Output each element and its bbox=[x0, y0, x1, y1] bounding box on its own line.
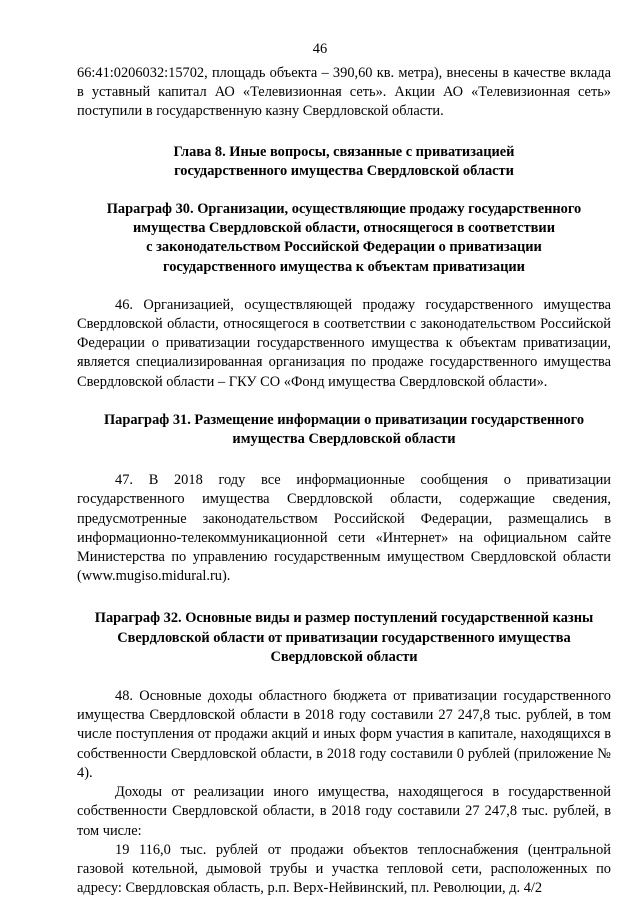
page-content bbox=[77, 64, 611, 898]
chapter-8-heading-line: Глава 8. Иные вопросы, связанные с приватизацией bbox=[173, 143, 515, 160]
paragraph-32-text-1: 48. Основные доходы областного бюджета от приватизации государственного имущества Свердловской области в 2018 году составили 27 247,8 тыс. рублей, в том числе поступления от продажи акций и иных форм участия в капитале, находящихся в собственности Свердловской области, в 2018 году составили 0 рублей (приложение № 4). bbox=[77, 688, 611, 781]
paragraph-31-heading-line: имущества Свердловской области bbox=[232, 431, 456, 448]
paragraph-31-heading-line: Параграф 31. Размещение информации о приватизации государственного bbox=[103, 411, 585, 428]
intro-paragraph: 66:41:0206032:15702, площадь объекта – 390,60 кв. метра), внесены в качестве вклада в уставный капитал АО «Телевизионная сеть». Акции АО «Телевизионная сеть» поступили в государственную казну Свердловской области. bbox=[77, 65, 611, 120]
paragraph-30-heading-line: государственного имущества к объектам приватизации bbox=[163, 258, 525, 275]
paragraph-32-text-2: Доходы от реализации иного имущества, находящегося в государственной собственности Свердловской области, в 2018 году составили 27 247,8 тыс. рублей, в том числе: bbox=[77, 784, 611, 839]
paragraph-32-text-3: 19 116,0 тыс. рублей от продажи объектов теплоснабжения (центральной газовой котельной, дымовой трубы и участка тепловой сети, расположенных по адресу: Свердловская область, р.п. Верх-Нейвинский, пл. Революции, д. 4/2 bbox=[77, 841, 611, 897]
paragraph-32-heading-line: Свердловской области bbox=[270, 648, 418, 665]
paragraph-30-heading bbox=[77, 200, 611, 277]
paragraph-30-text: 46. Организацией, осуществляющей продажу государственного имущества Свердловской области, относящегося в соответствии с законодательством Российской Федерации о приватизации государственного имущества к объектам приватизации, является специализированная организация по продаже государственного имущества Свердловской области – ГКУ СО «Фонд имущества Свердловской области». bbox=[77, 296, 611, 390]
paragraph-32-heading-line: Параграф 32. Основные виды и размер поступлений государственной казны bbox=[94, 610, 594, 627]
paragraph-32-heading-line: Свердловской области от приватизации государственного имущества bbox=[117, 629, 571, 646]
paragraph-31-text: 47. В 2018 году все информационные сообщения о приватизации государственного имущества Свердловской области, содержащие сведения, предусмотренные законодательством Российской Федерации, размещались в информационно-телекоммуникационной сети «Интернет» на официальном сайте Министерства по управлению государственным имуществом Свердловской области (www.mugiso.midural.ru). bbox=[77, 472, 611, 585]
page-number: 46 bbox=[312, 41, 328, 57]
paragraph-32-heading bbox=[77, 609, 611, 667]
paragraph-30-heading-line: имущества Свердловской области, относящегося в соответствии bbox=[133, 220, 555, 237]
paragraph-30-heading-line: Параграф 30. Организации, осуществляющие продажу государственного bbox=[106, 201, 582, 218]
chapter-8-heading-line: государственного имущества Свердловской области bbox=[174, 162, 514, 179]
paragraph-31-heading bbox=[77, 411, 611, 449]
paragraph-30-heading-line: с законодательством Российской Федерации о приватизации bbox=[146, 239, 542, 256]
chapter-8-heading bbox=[77, 143, 611, 181]
